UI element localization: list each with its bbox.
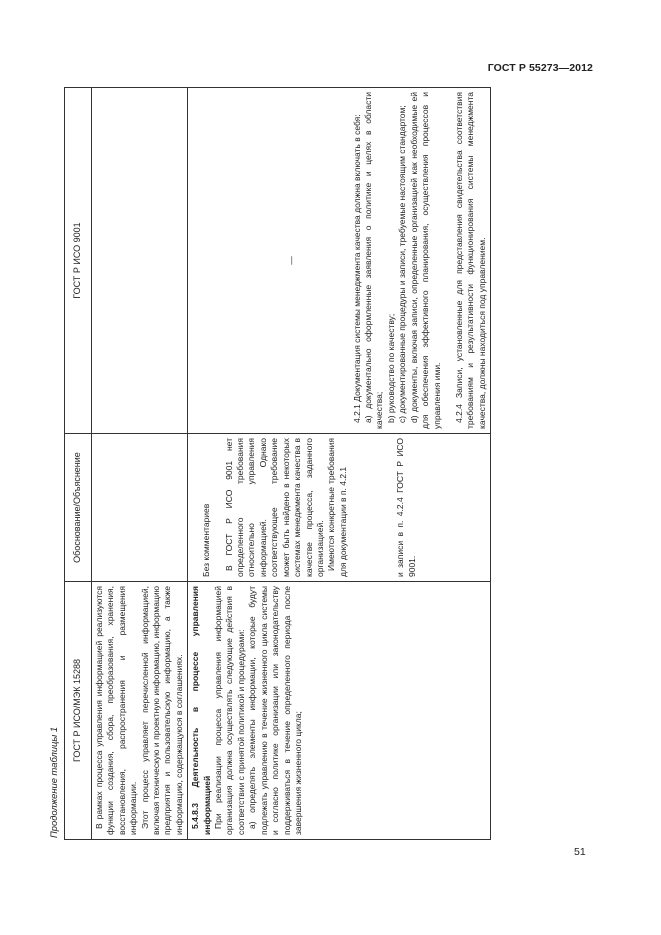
- cell-paragraph: а) определять элементы информации, которые будут подлежать управлению в течение жизненного цикла системы и согласно политике организации или законодательству поддерживаться в течение определенного периода после завершения жизненного цикла;: [247, 586, 303, 835]
- cell-paragraph: Без комментариев: [201, 503, 212, 577]
- table-header-row: [65, 88, 92, 840]
- cell-paragraph: 4.2.4 Записи, установленные для представления свидетельства соответствия требованиям и результативности функционирования системы менеджмента качества, должны находиться под управлением.: [453, 92, 487, 429]
- column-header: Обоснование/Объяснение: [65, 434, 92, 582]
- column-header: ГОСТ Р ИСО/МЭК 15288: [65, 582, 92, 840]
- empty-dash: —: [286, 256, 297, 265]
- cell-paragraph: При реализации процесса управления информацией организация должна осуществлять следующие действия в соответствии с принятой политикой и процедурами:: [213, 586, 246, 835]
- continuation-label: Продолжение таблицы 1: [48, 726, 59, 838]
- list-item: а) документально оформленные заявления о политике и целях в области качества;: [363, 92, 385, 429]
- cell-paragraph: В рамках процесса управления информацией реализуются функции создания, сбора, преобразования, хранения, восстановления, распространения и размещения информации.: [94, 586, 139, 835]
- cell-paragraph: и записи в п. 4.2.4 ГОСТ Р ИСО 9001.: [395, 438, 417, 577]
- section-heading: 5.4.8.3 Деятельность в процессе управления информацией: [190, 586, 212, 835]
- column-header: ГОСТ Р ИСО 9001: [65, 88, 92, 434]
- rotated-table-block: [44, 88, 583, 840]
- table-cell: [92, 582, 188, 840]
- page-number: 51: [574, 846, 586, 858]
- table-row: [92, 88, 188, 840]
- cell-paragraph: В ГОСТ Р ИСО 9001 нет определенного требования относительно управления информацией. Однако соответствующее требование может быть найдено в некоторых системах менеджмента качества в качестве процесса, заданного организацией.: [223, 438, 325, 577]
- list-item: b) руководство по качеству;: [385, 313, 396, 423]
- cell-paragraph: 4.2.1 Документация системы менеджмента качества должна включать в себя:: [351, 114, 362, 423]
- table-cell: [188, 582, 491, 840]
- table-cell: [92, 434, 188, 582]
- list-item: d) документы, включая записи, определенные организацией как необходимые ей для обеспечения эффективного планирования, осуществления процессов и управления ими.: [408, 92, 442, 429]
- table-cell: [188, 88, 491, 434]
- comparison-table: [64, 87, 491, 840]
- standard-id: ГОСТ Р 55273—2012: [487, 62, 593, 74]
- table-cell: [92, 88, 188, 434]
- list-item: с) документированные процедуры и записи, требуемые настоящим стандартом;: [397, 105, 408, 423]
- cell-paragraph: Имеются конкретные требования для документации в п. 4.2.1: [326, 438, 348, 577]
- table-row: [188, 88, 491, 840]
- table-cell: [188, 434, 491, 582]
- cell-paragraph: Этот процесс управляет перечисленной информацией, включая техническую и проектную информацию, информацию предприятия и пользовательскую информацию, а также информацию, содержащуюся в соглашениях.: [139, 586, 184, 835]
